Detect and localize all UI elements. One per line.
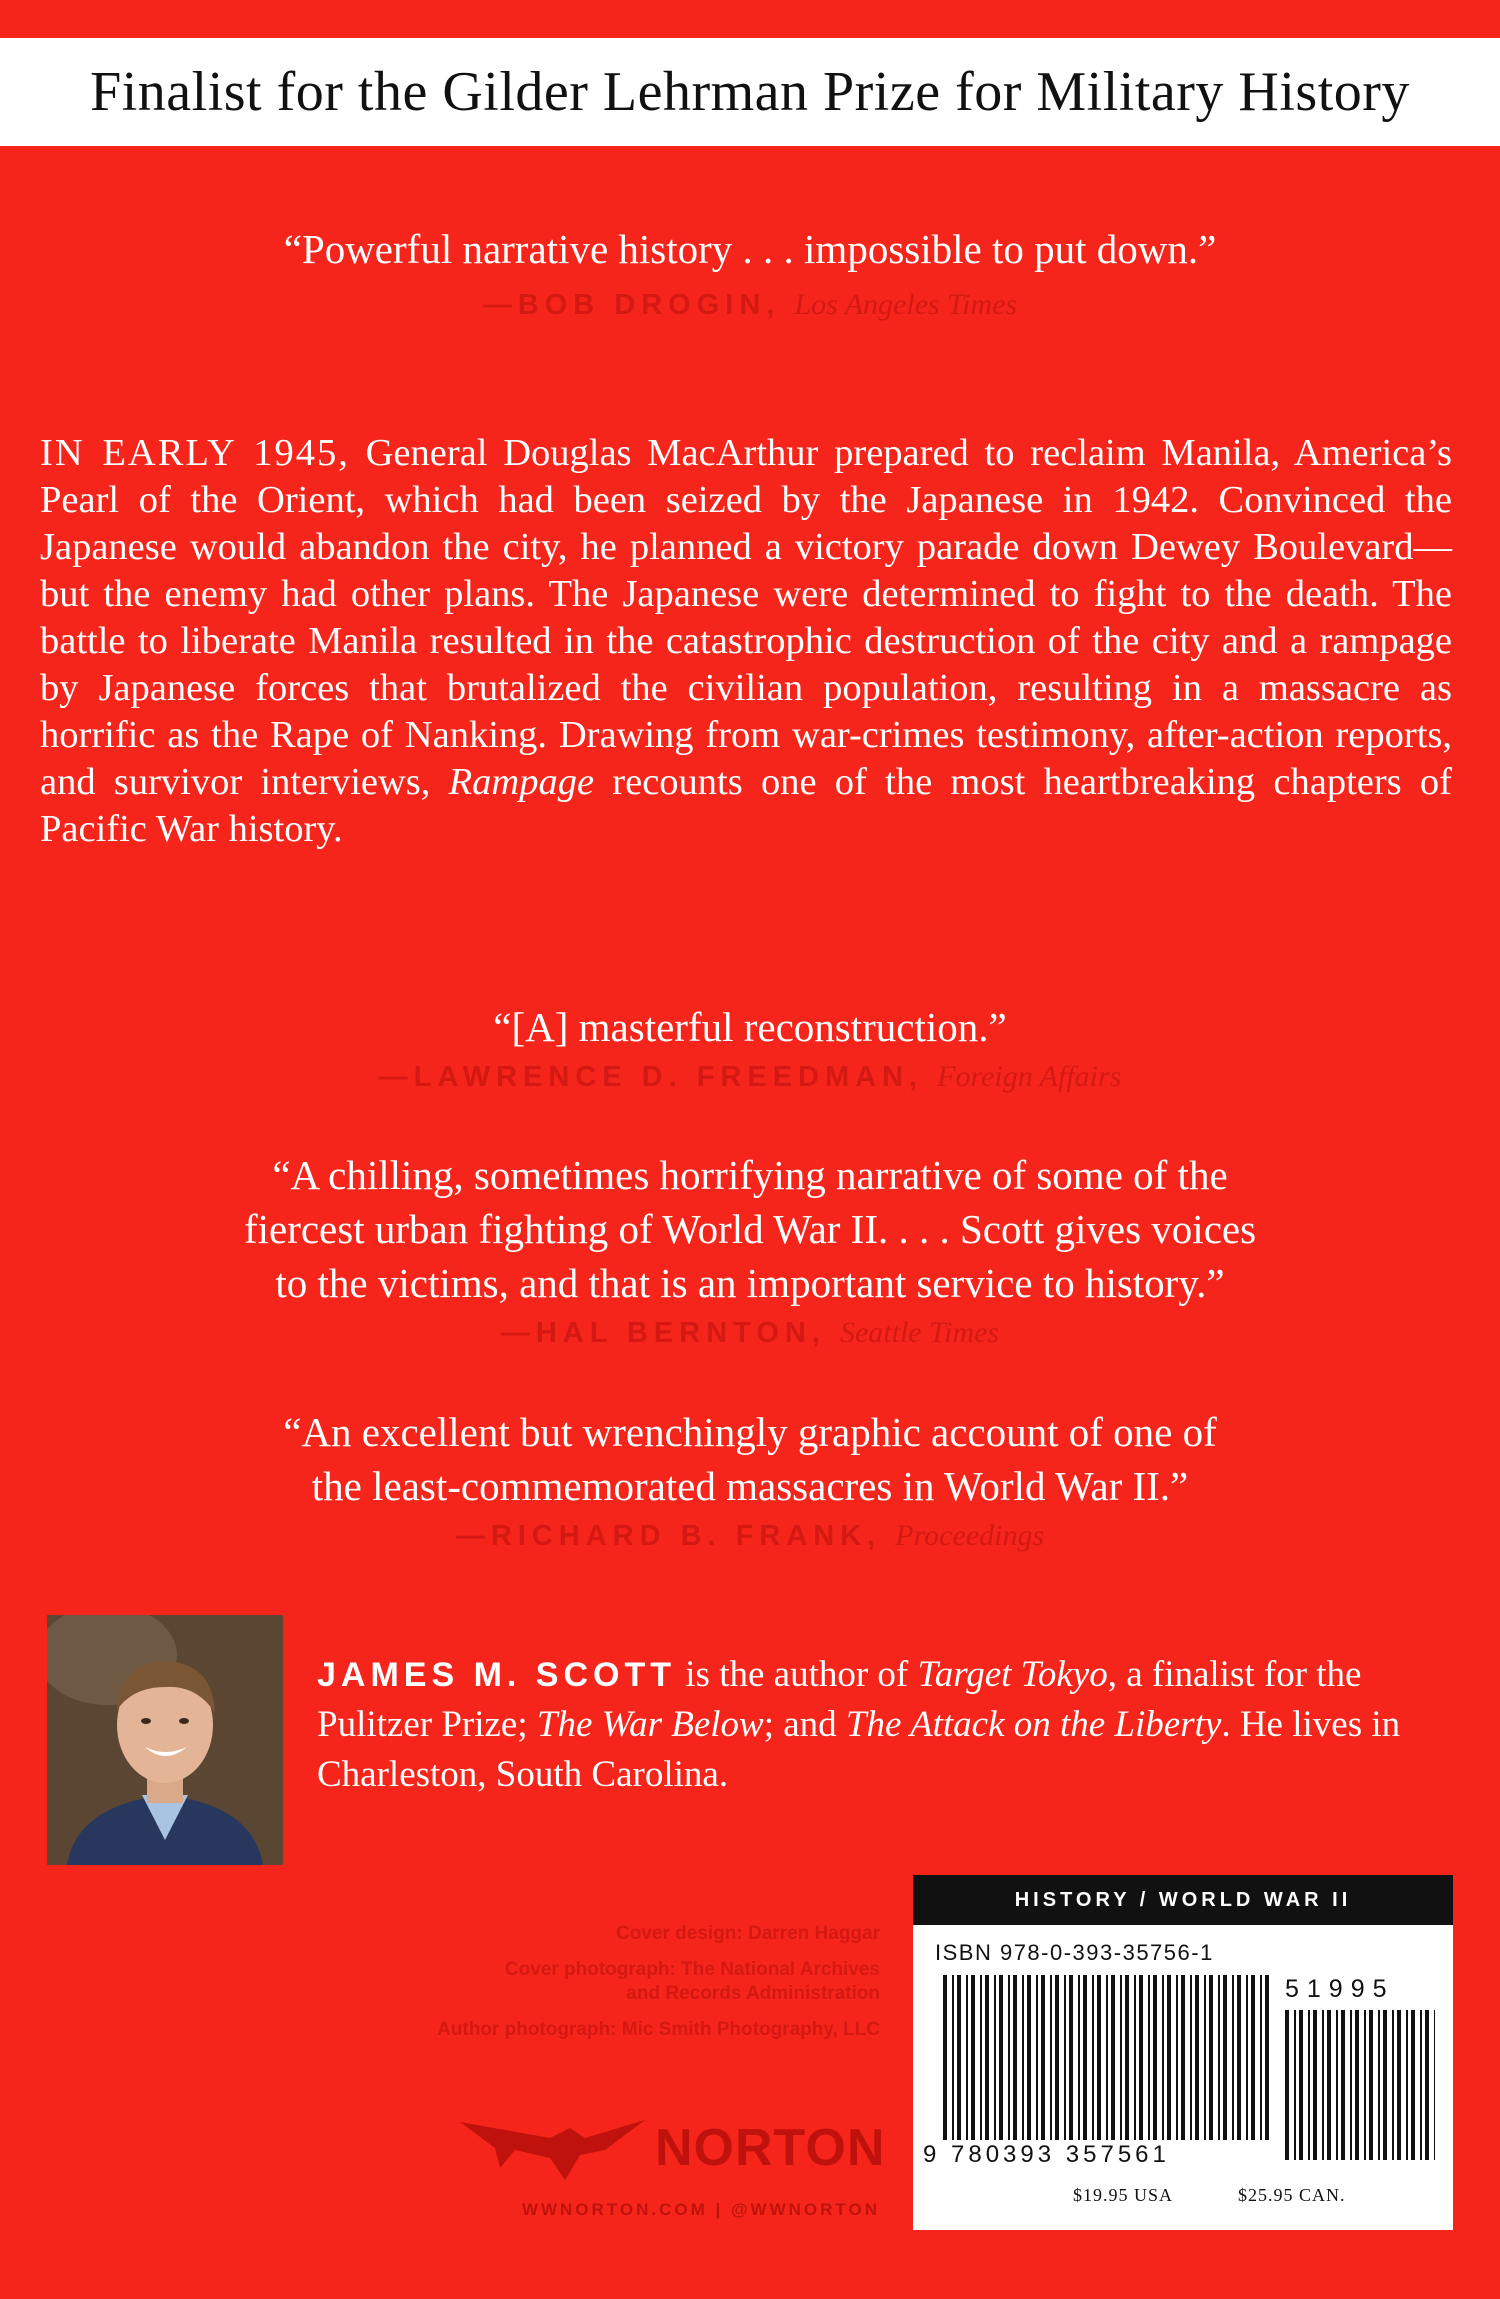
- barcode-bar: [1153, 1975, 1157, 2140]
- barcode-bar: [1106, 1975, 1108, 2140]
- barcode-bar: [1251, 1975, 1255, 2140]
- isbn-text: ISBN 978-0-393-35756-1: [935, 1940, 1214, 1965]
- quote-publication: Seattle Times: [839, 1316, 1000, 1349]
- barcode-bar: [1041, 1975, 1045, 2140]
- barcode-bar: [1378, 2010, 1380, 2160]
- cover-credits: [140, 1922, 880, 2054]
- barcode-bar: [980, 1975, 982, 2140]
- barcode-bar: [1336, 2010, 1338, 2160]
- barcode-bar: [1097, 1975, 1101, 2140]
- barcode-bar: [1036, 1975, 1038, 2140]
- quote-text-line: to the victims, and that is an important service to history.”: [275, 1260, 1225, 1306]
- category-label: HISTORY / WORLD WAR II: [913, 1875, 1453, 1925]
- barcode-bar: [1120, 1975, 1122, 2140]
- quote-author: —RICHARD B. FRANK: [455, 1520, 868, 1552]
- barcode-bar: [1111, 1975, 1115, 2140]
- quote-author: —LAWRENCE D. FREEDMAN: [378, 1061, 910, 1093]
- quote-author: —BOB DROGIN: [482, 289, 767, 321]
- barcode-bar: [971, 1975, 975, 2140]
- barcode-bar: [1411, 2010, 1415, 2160]
- barcode-bar: [943, 1975, 947, 2140]
- barcode-bar: [999, 1975, 1003, 2140]
- review-quote-4: [0, 1405, 1500, 1559]
- barcode-bar: [1218, 1975, 1220, 2140]
- author-bio-text: , a finalist for the Pulitzer Prize;: [317, 1654, 1362, 1745]
- prize-banner: Finalist for the Gilder Lehrman Prize for Military History: [0, 38, 1500, 146]
- barcode-bar: [1139, 1975, 1143, 2140]
- barcode-bar: [1420, 2010, 1422, 2160]
- barcode-bar: [1392, 2010, 1394, 2160]
- barcode-bar: [1027, 1975, 1031, 2140]
- barcode-bar: [1425, 2010, 1429, 2160]
- barcode-bar: [1078, 1975, 1080, 2140]
- barcode-bar: [1397, 2010, 1401, 2160]
- quote-publication: Los Angeles Times: [794, 288, 1018, 321]
- book-description: [40, 430, 1452, 853]
- barcode-bar: [957, 1975, 961, 2140]
- barcode-bar: [1162, 1975, 1164, 2140]
- barcode-bar: [1260, 1975, 1262, 2140]
- quote-publication: Foreign Affairs: [937, 1060, 1122, 1093]
- review-quote-1: [0, 222, 1500, 328]
- author-portrait-icon: [47, 1615, 283, 1865]
- quote-author: —HAL BERNTON: [500, 1317, 812, 1349]
- barcode-bar: [1181, 1975, 1185, 2140]
- barcode-bar: [1308, 2010, 1310, 2160]
- blurb-book-title: Rampage: [448, 761, 595, 803]
- barcode-bar: [1083, 1975, 1087, 2140]
- price-addon-barcode: [1285, 2010, 1435, 2160]
- author-book-3: The Attack on the Liberty: [845, 1704, 1222, 1745]
- barcode-bar: [1050, 1975, 1052, 2140]
- barcode-bar: [1167, 1975, 1171, 2140]
- barcode-bar: [1064, 1975, 1066, 2140]
- barcode-bar: [1294, 2010, 1296, 2160]
- barcode-bar: [1246, 1975, 1248, 2140]
- author-book-1: Target Tokyo: [917, 1654, 1108, 1695]
- barcode-bar: [994, 1975, 996, 2140]
- author-bio-text: . He lives in Charleston, South Carolina.: [317, 1704, 1401, 1795]
- isbn-barcode: [943, 1975, 1273, 2140]
- barcode-bar: [1092, 1975, 1094, 2140]
- barcode-bar: [1190, 1975, 1192, 2140]
- quote-attribution: —LAWRENCE D. FREEDMAN, Foreign Affairs: [378, 1060, 1122, 1093]
- barcode-bar: [1069, 1975, 1073, 2140]
- review-quote-2: [0, 1000, 1500, 1100]
- quote-text-line: the least-commemorated massacres in World War II.”: [311, 1463, 1189, 1509]
- barcode-bar: [1176, 1975, 1178, 2140]
- barcode-bar: [1204, 1975, 1206, 2140]
- barcode-bar: [1364, 2010, 1366, 2160]
- barcode-bar: [1313, 2010, 1317, 2160]
- price-can: $25.95 CAN.: [1238, 2185, 1346, 2205]
- author-photo: [47, 1615, 283, 1865]
- quote-text-line: “An excellent but wrenchingly graphic account of one of: [283, 1409, 1217, 1455]
- quote-attribution: —HAL BERNTON, Seattle Times: [500, 1316, 1000, 1349]
- barcode-panel: [913, 1875, 1453, 2230]
- barcode-bar: [1285, 2010, 1289, 2160]
- barcode-bar: [1265, 1975, 1269, 2140]
- quote-attribution: —BOB DROGIN, Los Angeles Times: [482, 288, 1018, 321]
- barcode-bar: [1022, 1975, 1024, 2140]
- credit-line: Cover photograph: The National Archives: [504, 1959, 880, 1980]
- barcode-bar: [1383, 2010, 1387, 2160]
- quote-text: “[A] masterful reconstruction.”: [493, 1004, 1007, 1050]
- barcode-bar: [1008, 1975, 1010, 2140]
- barcode-bar: [985, 1975, 989, 2140]
- author-bio-text: ; and: [763, 1704, 846, 1745]
- barcode-bar: [1341, 2010, 1345, 2160]
- publisher-sites: WWNORTON.COM | @WWNORTON: [521, 2200, 880, 2219]
- barcode-bar: [1134, 1975, 1136, 2140]
- author-book-2: The War Below: [536, 1704, 764, 1745]
- barcode-bar: [1369, 2010, 1373, 2160]
- author-bio-text: is the author of: [676, 1654, 918, 1695]
- author-bio: [317, 1650, 1467, 1800]
- barcode-bar: [1350, 2010, 1352, 2160]
- price-usa: $19.95 USA: [1073, 2185, 1174, 2205]
- blurb-text-1: General Douglas MacArthur prepared to reclaim Manila, America’s Pearl of the Orient, which had been seized by the Japanese in 1942. Convinced the Japanese would abandon the city, he planned a victory parade down Dewey Boulevard—but the enemy had other plans. The Japanese were determined to fight to the death. The battle to liberate Manila resulted in the catastrophic destruction of the city and a rampage by Japanese forces that brutalized the civilian population, resulting in a massacre as horrific as the Rape of Nanking. Drawing from war-crimes testimony, after-action reports, and survivor interviews,: [40, 432, 1453, 803]
- review-quote-3: [0, 1148, 1500, 1356]
- barcode-bar: [1125, 1975, 1129, 2140]
- quote-text-line: fiercest urban fighting of World War II. . . . Scott gives voices: [243, 1206, 1257, 1252]
- quote-text-line: “A chilling, sometimes horrifying narrative of some of the: [272, 1152, 1228, 1198]
- credit-line: Author photograph: Mic Smith Photography, LLC: [437, 2019, 880, 2040]
- barcode-bar: [1327, 2010, 1331, 2160]
- barcode-bar: [952, 1975, 954, 2140]
- barcode-bar: [1237, 1975, 1241, 2140]
- credit-line: Cover design: Darren Haggar: [616, 1923, 880, 1944]
- quote-publication: Proceedings: [895, 1519, 1045, 1552]
- blurb-text-2: recounts one of the most heartbreaking chapters of Pacific War history.: [40, 761, 1452, 850]
- price-addon-number: 51995: [1285, 1975, 1395, 2003]
- barcode-bar: [1322, 2010, 1324, 2160]
- barcode-digits: 9 780393 357561: [923, 2141, 1170, 2168]
- publisher-name: NORTON: [655, 2119, 886, 2177]
- barcode-bar: [1223, 1975, 1227, 2140]
- barcode-bar: [1355, 2010, 1359, 2160]
- barcode-bar: [1232, 1975, 1234, 2140]
- barcode-bar: [1299, 2010, 1303, 2160]
- barcode-bar: [1209, 1975, 1213, 2140]
- barcode-bar: [1406, 2010, 1408, 2160]
- quote-text: “Powerful narrative history . . . impossible to put down.”: [283, 226, 1217, 272]
- barcode-bar: [1195, 1975, 1199, 2140]
- barcode-bar: [966, 1975, 968, 2140]
- blurb-lead: IN EARLY 1945,: [40, 432, 350, 474]
- barcode-bar: [1434, 2010, 1435, 2160]
- author-name: JAMES M. SCOTT: [317, 1656, 677, 1694]
- barcode-bar: [1013, 1975, 1017, 2140]
- barcode-bar: [1148, 1975, 1150, 2140]
- credit-line: and Records Administration: [626, 1983, 880, 2004]
- quote-attribution: —RICHARD B. FRANK, Proceedings: [455, 1519, 1045, 1552]
- barcode-bar: [1055, 1975, 1059, 2140]
